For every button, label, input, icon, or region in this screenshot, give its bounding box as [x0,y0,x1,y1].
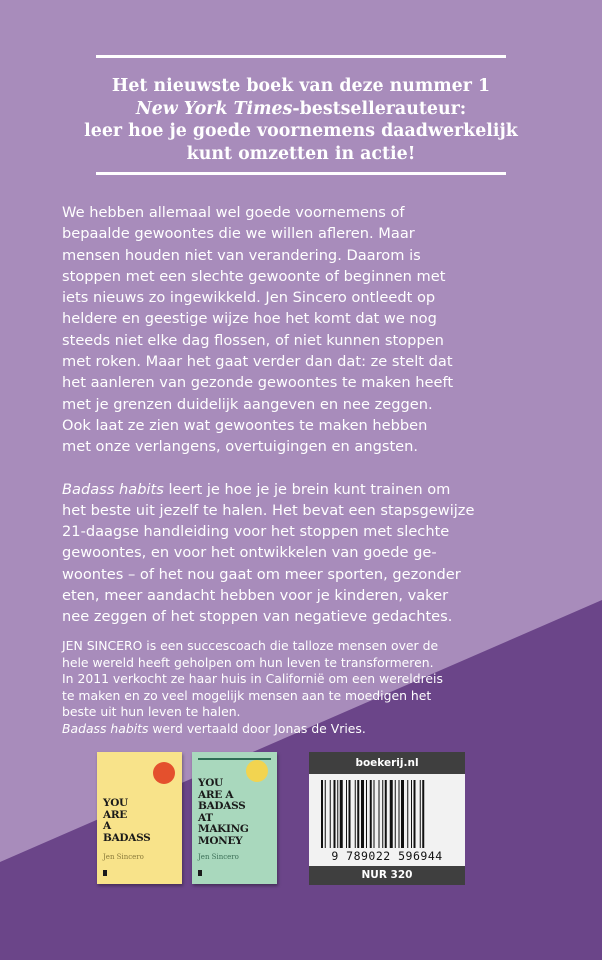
blurb-paragraph-2 [62,479,584,628]
book-cover-title [198,778,249,847]
blurb-line: het aanleren van gezonde gewoontes te maken heeft [62,374,454,392]
book-title-line: YOU [198,777,223,789]
blurb-line: steeds niet elke dag flossen, of niet kunnen stoppen [62,331,444,349]
isbn-digits: 9 789022 596944 [331,849,443,863]
book-title-line: ARE [103,808,127,821]
tagline-rest: -bestsellerauteur: [292,98,467,119]
book-cover-author: Jen Sincero [103,853,144,861]
publisher-logo [198,870,202,876]
blurb-line: iets nieuws zo ingewikkeld. Jen Sincero ontleedt op [62,289,436,307]
translator-title-italic: Badass habits [62,720,149,736]
book-title-line: YOU [103,797,128,809]
blurb-line: mensen houden niet van verandering. Daarom is [62,246,421,264]
bio-line: te maken en zo veel mogelijk mensen aan te moedigen het [62,687,432,703]
book-title-line: BADASS [198,800,246,812]
book-cover-title [103,798,150,844]
blurb-line: woontes – of het nou gaat om meer sporten, gezonder [62,565,461,583]
blurb-line: Ook laat ze zien wat gewoontes te maken hebben [62,416,428,434]
blurb-line: We hebben allemaal wel goede voornemens of [62,204,405,221]
blurb-line: eten, meer aandacht hebben voor je kinderen, vaker [62,587,449,605]
tagline-line [60,98,542,121]
tagline [60,75,542,165]
bio-line: beste uit hun leven te halen. [62,704,241,720]
tagline-line: leer hoe je goede voornemens daadwerkelijk [84,121,518,141]
publisher-url: boekerij.nl [309,752,465,774]
blurb-line: met roken. Maar het gaat verder dan dat: ze stelt dat [62,353,453,371]
blurb-line: 21-daagse handleiding voor het stoppen met slechte [62,523,450,541]
tagline-italic: New York Times [135,98,293,119]
blurb-line: nee zeggen of het stoppen van negatieve gedachtes. [62,608,453,626]
blurb-paragraph-1 [62,202,584,458]
barcode-bars [321,780,453,850]
tagline-line: Het nieuwste boek van deze nummer 1 [111,76,491,96]
book-title-line: A [103,820,111,832]
blurb-line: het beste uit jezelf te halen. Het bevat een stapsgewijze [62,501,475,519]
blurb-line: gewoontes, en voor het ontwikkelen van goede ge- [62,544,437,562]
bio-line: hele wereld heeft geholpen om hun leven te transformeren. [62,654,434,670]
sticker-badge [153,762,175,784]
sticker-badge [246,760,268,782]
bio-line: JEN SINCERO is een succescoach die talloze mensen over de [62,638,439,653]
book-cover-making-money [192,752,277,884]
book-title-italic: Badass habits [62,480,164,498]
book-title-line: MONEY [198,834,243,847]
blurb-line: bepaalde gewoontes die we willen afleren. Maar [62,225,415,243]
book-title-line: MAKING [198,823,249,835]
tagline-line: kunt omzetten in actie! [186,143,416,164]
book-title-line: AT [198,811,213,824]
blurb-line: heldere en geestige wijze hoe het komt dat we nog [62,310,437,328]
blurb-line: leert je hoe je je brein kunt trainen om [163,480,451,498]
author-bio [62,638,594,738]
bio-text [62,638,594,738]
book-title-line: BADASS [103,831,151,844]
barcode-panel [309,752,465,885]
bottom-rule [96,172,506,175]
book-cover-author: Jen Sincero [198,853,239,861]
book-title-line: ARE A [198,788,234,801]
blurb [62,202,584,628]
bio-line: In 2011 verkocht ze haar huis in Californië om een wereldreis [62,671,443,687]
blurb-line: met onze verlangens, overtuigingen en angsten. [62,438,419,456]
top-rule [96,55,506,58]
book-cover-you-are-a-badass [97,752,182,884]
translator-line: werd vertaald door Jonas de Vries. [148,720,366,736]
blurb-line: met je grenzen duidelijk aangeven en nee zeggen. [62,395,433,413]
blurb-line: stoppen met een slechte gewoonte of beginnen met [62,267,446,285]
nur-code: NUR 320 [309,866,465,885]
publisher-logo [103,870,107,876]
